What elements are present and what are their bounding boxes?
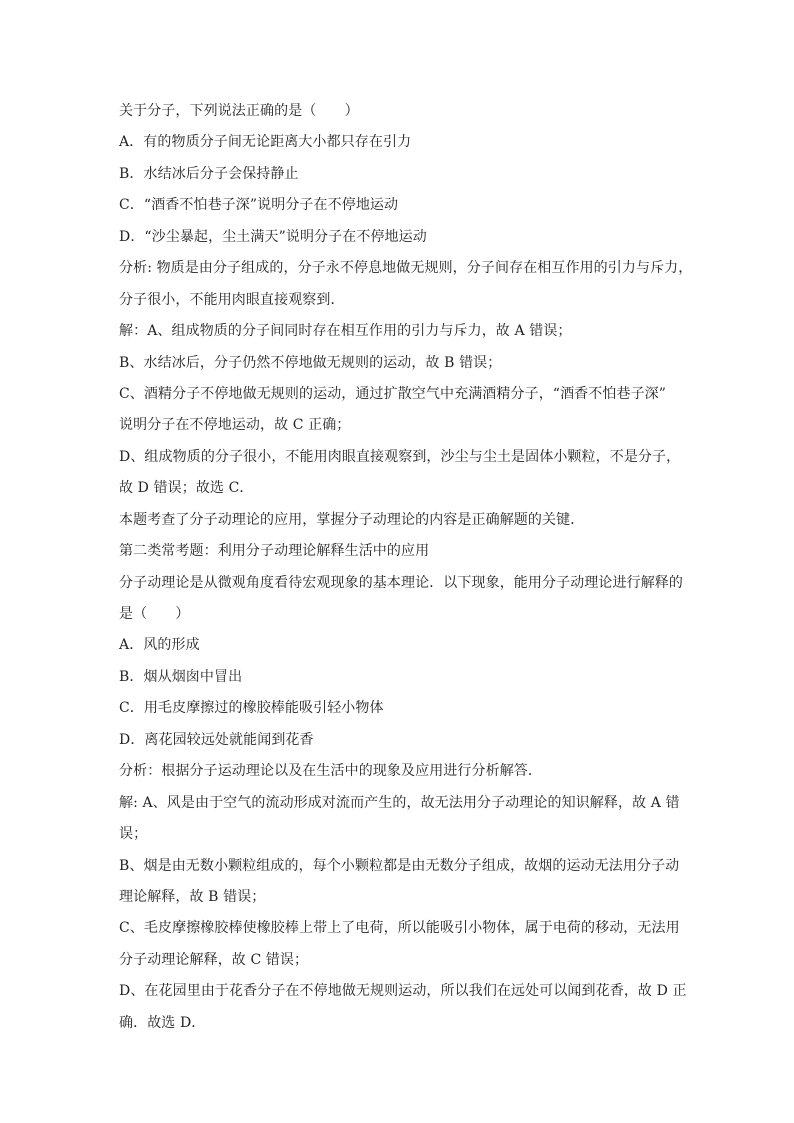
document-body <box>119 101 693 1044</box>
question-2-analysis: 分析：根据分子运动理论以及在生活中的现象及应用进行分析解答． <box>119 763 542 780</box>
question-2-option-d: D．离花园较远处就能闻到花香 <box>119 731 314 748</box>
question-1-solution-d-cont: 故 D 错误；故选 C． <box>119 480 254 497</box>
question-2-option-c: C．用毛皮摩擦过的橡胶棒能吸引轻小物体 <box>119 700 384 717</box>
question-2-solution-b-cont: 理论解释，故 B 错误； <box>119 888 266 905</box>
question-1-solution-a: 解：A、组成物质的分子间同时存在相互作用的引力与斥力，故 A 错误； <box>119 323 572 340</box>
question-2-solution-a-cont: 误； <box>119 826 148 843</box>
question-1-analysis-cont: 分子很小，不能用肉眼直接观察到． <box>119 291 345 308</box>
question-1-solution-c-cont: 说明分子在不停地运动，故 C 正确； <box>119 417 351 434</box>
question-1-solution-d: D、组成物质的分子很小，不能用肉眼直接观察到，沙尘与尘土是固体小颗粒，不是分子， <box>119 448 681 465</box>
question-1-analysis: 分析: 物质是由分子组成的，分子永不停息地做无规则，分子间存在相互作用的引力与斥力， <box>119 260 693 277</box>
question-2-option-a: A．风的形成 <box>119 637 200 654</box>
question-1-option-d: D．“沙尘暴起，尘土满天”说明分子在不停地运动 <box>119 228 427 245</box>
question-2-stem: 分子动理论是从微观角度看待宏观现象的基本理论．以下现象，能用分子动理论进行解释的 <box>119 574 683 591</box>
question-1-solution-b: B、水结冰后，分子仍然不停地做无规则的运动，故 B 错误； <box>119 354 502 371</box>
question-1-option-c: C．“酒香不怕巷子深”说明分子在不停地运动 <box>119 197 399 214</box>
section-heading: 第二类常考题：利用分子动理论解释生活中的应用 <box>119 543 430 560</box>
question-1-stem: 关于分子，下列说法正确的是（ ） <box>119 103 359 119</box>
question-2-solution-a: 解: A、风是由于空气的流动形成对流而产生的，故无法用分子动理论的知识解释，故 A 错 <box>119 794 680 811</box>
question-1-solution-c: C、酒精分子不停地做无规则的运动，通过扩散空气中充满酒精分子，“酒香不怕巷子深” <box>119 385 667 402</box>
question-1-comment: 本题考查了分子动理论的应用，掌握分子动理论的内容是正确解题的关键． <box>119 511 585 528</box>
question-2-solution-c-cont: 分子动理论解释，故 C 错误； <box>119 951 309 968</box>
question-2-stem-cont: 是（ ） <box>119 606 190 622</box>
question-2-option-b: B．烟从烟囱中冒出 <box>119 668 243 685</box>
question-2-solution-c: C、毛皮摩擦橡胶棒使橡胶棒上带上了电荷，所以能吸引小物体，属于电荷的移动，无法用 <box>119 920 680 937</box>
question-1-option-a: A．有的物质分子间无论距离大小都只存在引力 <box>119 134 412 151</box>
question-2-solution-d: D、在花园里由于花香分子在不停地做无规则运动，所以我们在远处可以闻到花香，故 D 正 <box>119 983 687 1000</box>
question-2-solution-d-cont: 确．故选 D． <box>119 1014 206 1031</box>
question-1-option-b: B．水结冰后分子会保持静止 <box>119 165 299 182</box>
question-2-solution-b: B、烟是由无数小颗粒组成的，每个小颗粒都是由无数分子组成，故烟的运动无法用分子动 <box>119 857 680 874</box>
